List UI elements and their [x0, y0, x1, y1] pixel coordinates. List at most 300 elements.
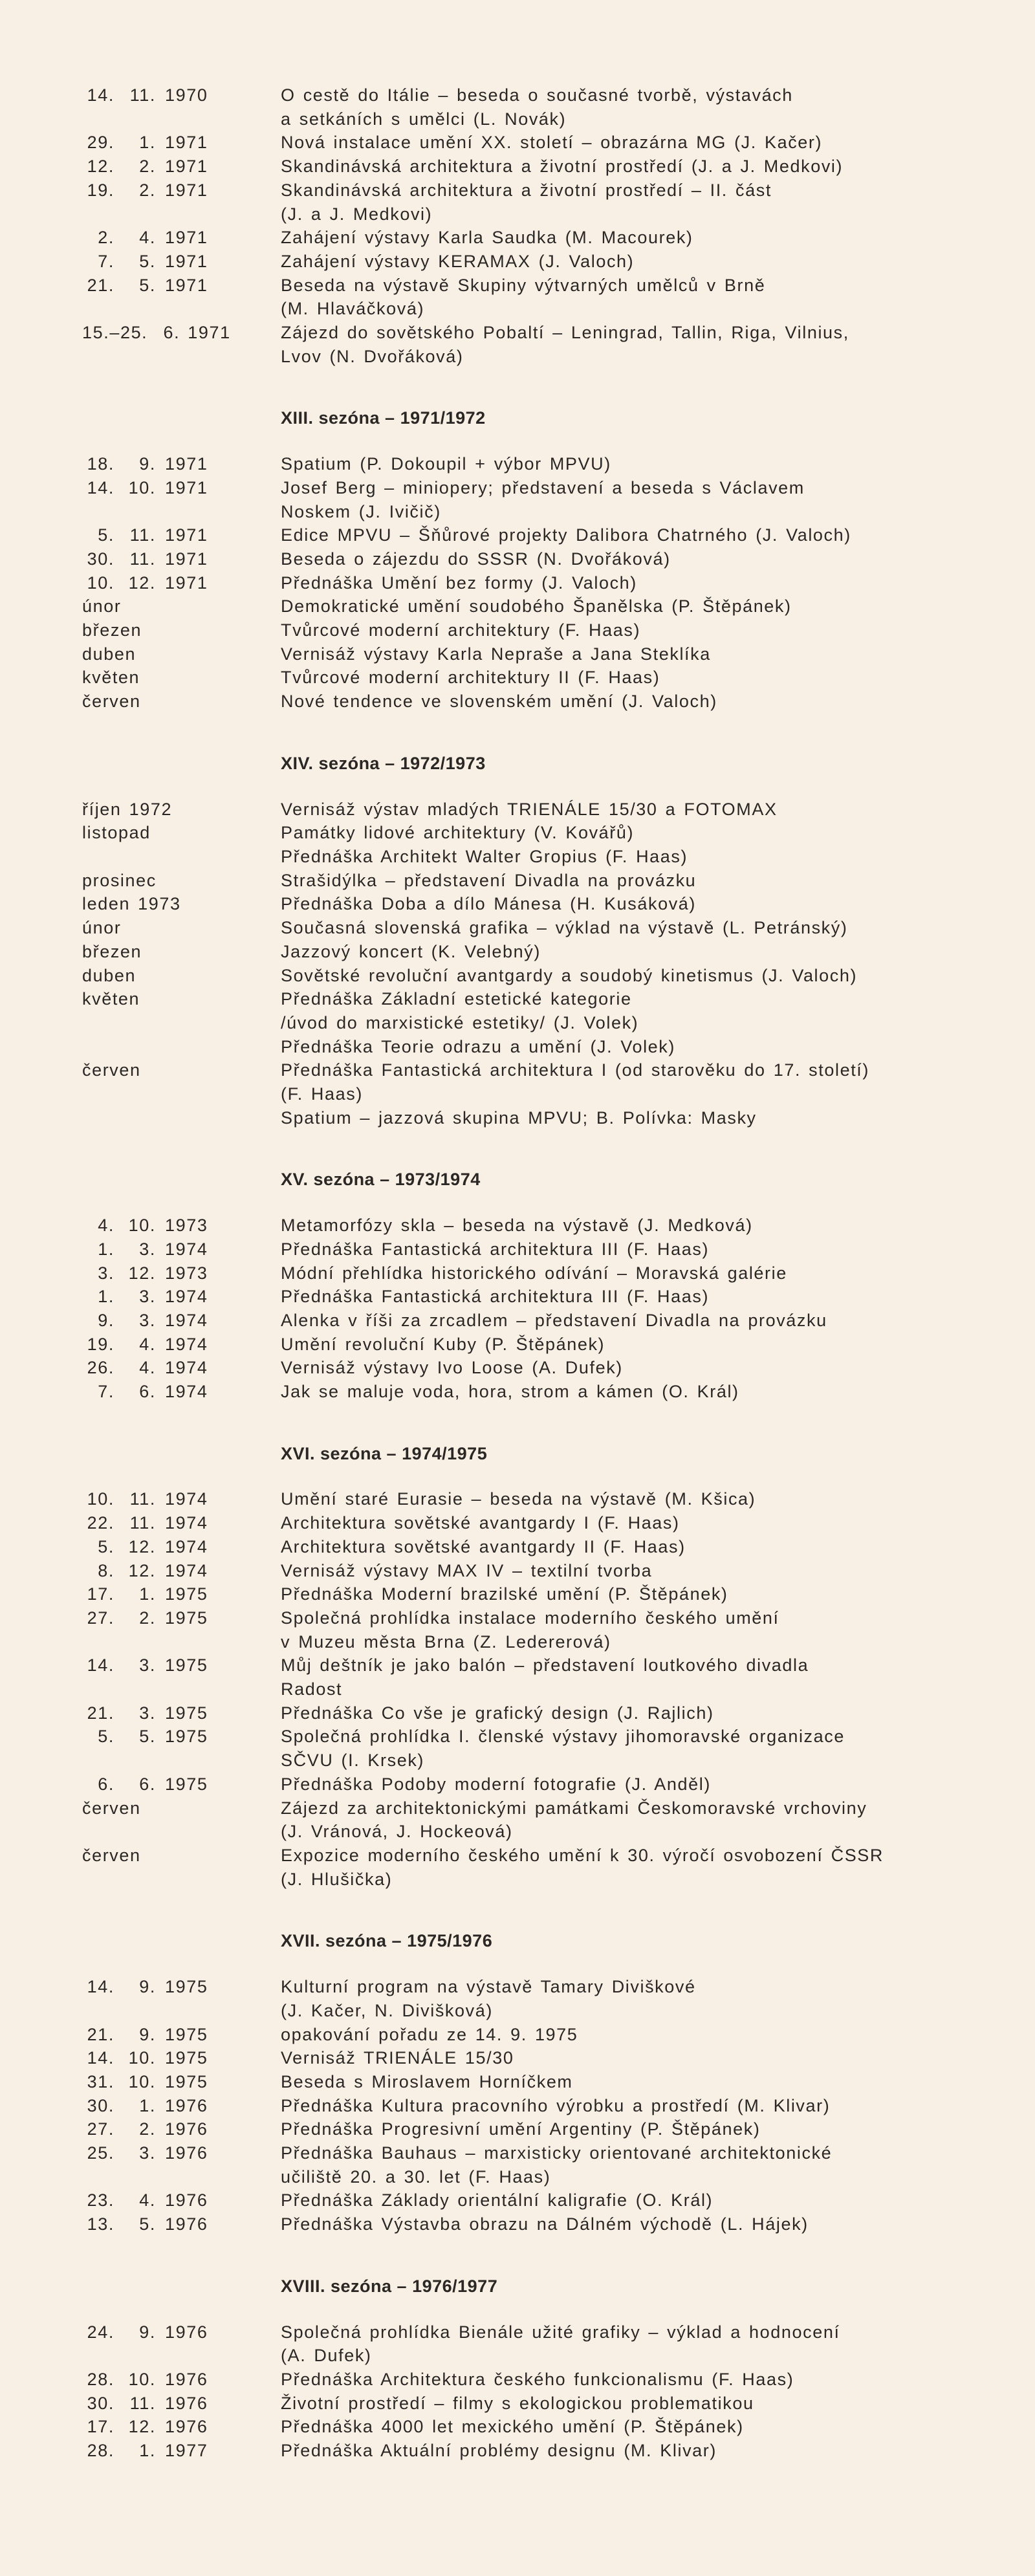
date-year: 1971	[165, 133, 208, 153]
event-entry	[0, 1844, 1035, 1891]
event-description-line: Tvůrcové moderní architektury (F. Haas)	[281, 620, 641, 640]
event-date	[82, 1975, 281, 2022]
event-description-line: Beseda s Miroslavem Horníčkem	[281, 2071, 573, 2091]
event-date	[82, 2439, 281, 2463]
date-month: 3.	[139, 1310, 156, 1330]
event-entry	[0, 618, 1035, 642]
event-description-line: Strašidýlka – představení Divadla na provázku	[281, 870, 697, 890]
date-month: 3.	[139, 2143, 156, 2163]
event-date	[82, 1606, 281, 1654]
event-entry	[0, 1035, 1035, 1059]
date-year: 1971	[165, 228, 208, 248]
event-description-line: Spatium – jazzová skupina MPVU; B. Polívka: Masky	[281, 1108, 757, 1128]
event-description	[281, 1511, 1012, 1535]
event-date	[82, 523, 281, 547]
date-year: 1974	[165, 1239, 208, 1259]
event-description	[281, 250, 1012, 274]
event-description-line: Přednáška Architektura českého funkcionalismu (F. Haas)	[281, 2369, 794, 2389]
event-description-line: Vernisáž výstavy MAX IV – textilní tvorba	[281, 1560, 653, 1580]
event-entry	[0, 321, 1035, 368]
event-entry	[0, 2070, 1035, 2094]
date-day: 21.	[87, 1703, 114, 1723]
event-description-line: (M. Hlaváčková)	[281, 299, 425, 319]
event-entry	[0, 690, 1035, 714]
date-year: 1974	[165, 1536, 208, 1556]
event-date	[82, 1380, 281, 1404]
event-description-line: SČVU (I. Krsek)	[281, 1751, 425, 1771]
event-description	[281, 940, 1012, 964]
event-entry	[0, 1380, 1035, 1404]
date-month: 1.	[139, 133, 156, 153]
event-date	[82, 1487, 281, 1511]
date-day: 7.	[98, 1382, 114, 1402]
event-description-line: Architektura sovětské avantgardy II (F. Haas)	[281, 1536, 686, 1556]
date-year: 1973	[165, 1216, 208, 1236]
event-description-line: Společná prohlídka I. členské výstavy jihomoravské organizace	[281, 1727, 845, 1747]
event-date	[82, 2415, 281, 2439]
event-description-line: Nová instalace umění XX. století – obrazárna MG (J. Kačer)	[281, 133, 823, 153]
season-heading: XV. sezóna – 1973/1974	[281, 1170, 481, 1190]
date-month: 12.	[128, 573, 156, 593]
event-description	[281, 916, 1012, 940]
date-day: 21.	[87, 2024, 114, 2044]
event-entry	[0, 1487, 1035, 1511]
event-description-line: Přednáška 4000 let mexického umění (P. Štěpánek)	[281, 2417, 744, 2437]
event-description-line: Přednáška Architekt Walter Gropius (F. Haas)	[281, 846, 688, 866]
season-heading: XIV. sezóna – 1972/1973	[281, 753, 486, 773]
date-year: 1975	[165, 2071, 208, 2091]
event-date	[82, 1773, 281, 1796]
event-description	[281, 1535, 1012, 1559]
event-date	[82, 2141, 281, 2189]
event-description-line: Současná slovenská grafika – výklad na výstavě (L. Petránský)	[281, 918, 848, 938]
event-entry	[0, 845, 1035, 869]
event-date: červen	[82, 692, 141, 712]
date-month: 3.	[139, 1655, 156, 1675]
date-month: 2.	[139, 2119, 156, 2139]
date-month: 10.	[128, 2071, 156, 2091]
event-date	[82, 2320, 281, 2368]
date-day: 9.	[98, 1310, 114, 1330]
event-entry	[0, 2141, 1035, 2189]
event-entry	[0, 523, 1035, 547]
event-description	[281, 1975, 1012, 2022]
event-entry	[0, 642, 1035, 666]
event-description	[281, 666, 1012, 690]
season-section	[0, 406, 1035, 713]
event-description	[281, 131, 1012, 155]
event-description-line: opakování pořadu ze 14. 9. 1975	[281, 2024, 578, 2044]
event-description	[281, 523, 1012, 547]
date-month: 1.	[139, 1584, 156, 1604]
date-year: 1975	[165, 1608, 208, 1628]
event-date	[82, 2117, 281, 2141]
date-month: 2.	[139, 157, 156, 177]
event-description-line: (J. Vránová, J. Hockeová)	[281, 1822, 513, 1842]
event-description	[281, 547, 1012, 571]
date-year: 1971	[165, 157, 208, 177]
event-description-line: Alenka v říši za zrcadlem – představení Divadla na provázku	[281, 1310, 827, 1330]
date-year: 1975	[165, 1977, 208, 1997]
event-date	[82, 179, 281, 226]
date-month: 4.	[139, 2190, 156, 2210]
event-date	[82, 1106, 281, 1130]
date-day: 14.	[87, 2048, 114, 2068]
date-month: 12.	[128, 1560, 156, 1580]
event-entry	[0, 1654, 1035, 1701]
event-description	[281, 618, 1012, 642]
date-day: 14.	[87, 85, 114, 105]
event-date: červen	[82, 1846, 141, 1865]
date-month: 11.	[129, 1489, 156, 1509]
date-day: 25.	[87, 2143, 114, 2163]
event-entry	[0, 916, 1035, 940]
date-month: 9.	[139, 2322, 156, 2342]
event-description-line: Přednáška Bauhaus – marxisticky orientované architektonické	[281, 2143, 833, 2163]
event-entry	[0, 964, 1035, 988]
event-description-line: Noskem (J. Ivičič)	[281, 501, 441, 521]
event-description	[281, 1559, 1012, 1583]
event-date	[82, 1309, 281, 1333]
date-day: 30.	[87, 549, 114, 569]
date-day: 13.	[87, 2214, 114, 2234]
event-entry	[0, 2212, 1035, 2236]
date-day: 6.	[98, 1774, 114, 1794]
date-day: 12.	[87, 157, 114, 177]
event-description-line: /úvod do marxistické estetiky/ (J. Volek)	[281, 1012, 639, 1032]
event-entry	[0, 1356, 1035, 1380]
event-entry	[0, 1333, 1035, 1357]
event-entry	[0, 1285, 1035, 1309]
event-description	[281, 1725, 1012, 1772]
season-heading: XVII. sezóna – 1975/1976	[281, 1931, 493, 1951]
event-description	[281, 2141, 1012, 2189]
event-description	[281, 821, 1012, 845]
date-year: 1976	[165, 2095, 208, 2115]
date-month: 11.	[129, 549, 156, 569]
event-description-line: Tvůrcové moderní architektury II (F. Haas)	[281, 668, 660, 688]
event-description	[281, 595, 1012, 618]
season-heading: XVI. sezóna – 1974/1975	[281, 1443, 488, 1463]
event-entry	[0, 1238, 1035, 1261]
event-description	[281, 155, 1012, 179]
date-year: 1975	[165, 1655, 208, 1675]
event-description-line: Přednáška Podoby moderní fotografie (J. Anděl)	[281, 1774, 711, 1794]
event-entry	[0, 798, 1035, 822]
event-date: prosinec	[82, 870, 157, 890]
season-section	[0, 1929, 1035, 2236]
event-description	[281, 1106, 1012, 1130]
date-day: 10.	[87, 573, 114, 593]
event-description	[281, 1380, 1012, 1404]
event-description-line: Přednáška Fantastická architektura III (F. Haas)	[281, 1239, 710, 1259]
event-description	[281, 642, 1012, 666]
event-date: 15.–25. 6. 1971	[82, 323, 231, 343]
event-entry	[0, 2094, 1035, 2118]
event-description-line: Umění staré Eurasie – beseda na výstavě (M. Kšica)	[281, 1489, 756, 1509]
date-month: 2.	[139, 1608, 156, 1628]
event-entry	[0, 1106, 1035, 1130]
event-description-line: Společná prohlídka Bienále užité grafiky – výklad a hodnocení	[281, 2322, 840, 2342]
event-date	[82, 476, 281, 523]
event-description	[281, 2392, 1012, 2416]
event-description	[281, 2189, 1012, 2212]
date-month: 5.	[139, 1727, 156, 1747]
event-description	[281, 1309, 1012, 1333]
event-date	[82, 226, 281, 250]
event-entry	[0, 1511, 1035, 1535]
event-entry	[0, 452, 1035, 476]
date-year: 1977	[165, 2441, 208, 2461]
event-description-line: Beseda o zájezdu do SSSR (N. Dvořáková)	[281, 549, 671, 569]
date-day: 17.	[87, 1584, 114, 1604]
date-month: 12.	[128, 1263, 156, 1283]
event-description	[281, 452, 1012, 476]
event-entry	[0, 2368, 1035, 2392]
event-description-line: Vernisáž výstavy Karla Nepraše a Jana Steklíka	[281, 644, 711, 664]
event-description	[281, 1606, 1012, 1654]
event-description	[281, 476, 1012, 523]
event-date: únor	[82, 918, 122, 938]
event-description	[281, 2439, 1012, 2463]
event-entry	[0, 571, 1035, 595]
event-description-line: v Muzeu města Brna (Z. Ledererová)	[281, 1632, 611, 1652]
event-date	[82, 1701, 281, 1725]
event-date	[82, 155, 281, 179]
event-date	[82, 274, 281, 321]
date-day: 24.	[87, 2322, 114, 2342]
date-year: 1974	[165, 1334, 208, 1354]
event-description	[281, 798, 1012, 822]
event-description	[281, 179, 1012, 226]
event-description	[281, 1796, 1012, 1844]
season-heading: XIII. sezóna – 1971/1972	[281, 408, 486, 428]
event-description-line: (J. Hlušička)	[281, 1869, 393, 1889]
date-day: 3.	[98, 1263, 114, 1283]
date-year: 1974	[165, 1287, 208, 1307]
event-description	[281, 1773, 1012, 1796]
date-day: 22.	[87, 1513, 114, 1533]
event-entry	[0, 1582, 1035, 1606]
date-day: 19.	[87, 180, 114, 200]
event-description-line: Památky lidové architektury (V. Kovářů)	[281, 823, 635, 843]
event-description	[281, 2320, 1012, 2368]
date-year: 1976	[165, 2417, 208, 2437]
event-description-line: Přednáška Progresivní umění Argentiny (P. Štěpánek)	[281, 2119, 761, 2139]
event-entry	[0, 1214, 1035, 1238]
event-entry	[0, 547, 1035, 571]
event-description-line: Demokratické umění soudobého Španělska (P. Štěpánek)	[281, 596, 792, 617]
event-entry	[0, 1309, 1035, 1333]
date-year: 1975	[165, 1584, 208, 1604]
date-month: 5.	[139, 251, 156, 271]
event-chronology	[0, 83, 1035, 2463]
event-description	[281, 2368, 1012, 2392]
event-entry	[0, 940, 1035, 964]
date-year: 1976	[165, 2214, 208, 2234]
date-year: 1971	[165, 573, 208, 593]
event-date	[82, 2392, 281, 2416]
date-year: 1975	[165, 1727, 208, 1747]
event-description-line: Přednáška Fantastická architektura III (F. Haas)	[281, 1287, 710, 1307]
event-date: březen	[82, 941, 142, 961]
event-entry	[0, 1796, 1035, 1844]
date-year: 1976	[165, 2190, 208, 2210]
date-month: 9.	[139, 454, 156, 474]
event-date	[82, 1238, 281, 1261]
event-description	[281, 321, 1012, 368]
event-description-line: Přednáška Co vše je grafický design (J. Rajlich)	[281, 1703, 714, 1723]
event-description-line: (J. a J. Medkovi)	[281, 204, 433, 224]
date-day: 19.	[87, 1334, 114, 1354]
event-entry	[0, 2320, 1035, 2368]
event-description	[281, 1582, 1012, 1606]
date-month: 11.	[129, 525, 156, 545]
event-description	[281, 1356, 1012, 1380]
date-month: 4.	[139, 228, 156, 248]
event-entry	[0, 987, 1035, 1034]
date-year: 1974	[165, 1310, 208, 1330]
event-entry	[0, 1559, 1035, 1583]
event-date	[82, 131, 281, 155]
event-entry	[0, 1975, 1035, 2022]
season-section	[0, 2275, 1035, 2463]
event-entry	[0, 226, 1035, 250]
date-day: 21.	[87, 275, 114, 295]
event-date: leden 1973	[82, 894, 181, 914]
season-section	[0, 1442, 1035, 1892]
event-description	[281, 571, 1012, 595]
event-description-line: Přednáška Aktuální problémy designu (M. Klivar)	[281, 2441, 717, 2461]
event-description	[281, 2094, 1012, 2118]
event-description	[281, 1701, 1012, 1725]
event-description	[281, 274, 1012, 321]
event-description-line: Edice MPVU – Šňůrové projekty Dalibora Chatrného (J. Valoch)	[281, 525, 851, 545]
date-year: 1976	[165, 2119, 208, 2139]
date-month: 12.	[128, 1536, 156, 1556]
event-description	[281, 1285, 1012, 1309]
event-entry	[0, 1725, 1035, 1772]
event-description-line: Přednáška Kultura pracovního výrobku a prostředí (M. Klivar)	[281, 2095, 831, 2115]
event-description-line: Společná prohlídka instalace moderního českého umění	[281, 1608, 779, 1628]
event-date	[82, 1725, 281, 1772]
event-date	[82, 1654, 281, 1701]
date-year: 1975	[165, 1774, 208, 1794]
event-description-line: Životní prostředí – filmy s ekologickou problematikou	[281, 2393, 754, 2413]
event-description-line: Beseda na výstavě Skupiny výtvarných umělců v Brně	[281, 275, 766, 295]
season-section	[0, 1168, 1035, 1403]
event-description	[281, 845, 1012, 869]
event-entry	[0, 250, 1035, 274]
date-day: 29.	[87, 133, 114, 153]
event-date	[82, 2212, 281, 2236]
date-month: 11.	[129, 85, 156, 105]
date-day: 5.	[98, 525, 114, 545]
event-description	[281, 892, 1012, 916]
date-year: 1974	[165, 1489, 208, 1509]
event-description-line: Kulturní program na výstavě Tamary Diviškové	[281, 1977, 696, 1997]
event-entry	[0, 2117, 1035, 2141]
date-month: 1.	[139, 2095, 156, 2115]
event-description-line: (J. Kačer, N. Divišková)	[281, 2000, 493, 2020]
event-description	[281, 1487, 1012, 1511]
event-description-line: Zahájení výstavy KERAMAX (J. Valoch)	[281, 251, 635, 271]
date-month: 11.	[129, 1513, 156, 1533]
event-description-line: Skandinávská architektura a životní prostředí – II. část	[281, 180, 772, 200]
event-entry	[0, 155, 1035, 179]
date-day: 8.	[98, 1560, 114, 1580]
date-year: 1971	[165, 454, 208, 474]
event-description-line: Umění revoluční Kuby (P. Štěpánek)	[281, 1334, 605, 1354]
season-section	[0, 83, 1035, 368]
event-description-line: Přednáška Umění bez formy (J. Valoch)	[281, 573, 637, 593]
event-description-line: Lvov (N. Dvořáková)	[281, 346, 464, 366]
event-date	[82, 1261, 281, 1285]
date-day: 2.	[98, 228, 114, 248]
event-entry	[0, 2392, 1035, 2416]
date-month: 4.	[139, 1334, 156, 1354]
event-entry	[0, 179, 1035, 226]
event-description-line: Přednáška Základní estetické kategorie	[281, 989, 632, 1009]
date-day: 30.	[87, 2095, 114, 2115]
date-day: 10.	[87, 1489, 114, 1509]
event-entry	[0, 1261, 1035, 1285]
event-date	[82, 2070, 281, 2094]
date-year: 1974	[165, 1513, 208, 1533]
date-day: 4.	[98, 1216, 114, 1236]
event-date	[82, 2023, 281, 2047]
event-description-line: Zahájení výstavy Karla Saudka (M. Macourek)	[281, 228, 693, 248]
event-description-line: Spatium (P. Dokoupil + výbor MPVU)	[281, 454, 611, 474]
date-month: 6.	[139, 1774, 156, 1794]
event-description-line: (F. Haas)	[281, 1084, 363, 1104]
event-date: březen	[82, 620, 142, 640]
date-year: 1971	[165, 180, 208, 200]
event-description	[281, 1238, 1012, 1261]
date-year: 1970	[165, 85, 208, 105]
event-description	[281, 2117, 1012, 2141]
event-description	[281, 690, 1012, 714]
date-year: 1975	[165, 1703, 208, 1723]
event-description-line: (A. Dufek)	[281, 2346, 372, 2366]
event-entry	[0, 2189, 1035, 2212]
event-description	[281, 1654, 1012, 1701]
event-description-line: Vernisáž výstav mladých TRIENÁLE 15/30 a FOTOMAX	[281, 799, 778, 819]
event-date	[82, 1356, 281, 1380]
date-day: 7.	[98, 251, 114, 271]
date-year: 1973	[165, 1263, 208, 1283]
event-description-line: Přednáška Doba a dílo Mánesa (H. Kusáková)	[281, 894, 696, 914]
event-description-line: Nové tendence ve slovenském umění (J. Valoch)	[281, 692, 717, 712]
season-heading: XVIII. sezóna – 1976/1977	[281, 2276, 498, 2296]
event-date: květen	[82, 668, 140, 688]
event-description-line: Přednáška Základy orientální kaligrafie (O. Král)	[281, 2190, 714, 2210]
date-year: 1971	[165, 275, 208, 295]
event-description-line: a setkáních s umělci (L. Novák)	[281, 109, 567, 129]
event-date: únor	[82, 596, 122, 617]
event-date	[82, 2046, 281, 2070]
event-description	[281, 2415, 1012, 2439]
event-description	[281, 1035, 1012, 1059]
event-entry	[0, 274, 1035, 321]
date-month: 11.	[129, 2393, 156, 2413]
season-section	[0, 752, 1035, 1130]
event-date	[82, 1214, 281, 1238]
event-date: říjen 1972	[82, 799, 173, 819]
date-year: 1971	[165, 549, 208, 569]
event-date	[82, 83, 281, 131]
date-month: 5.	[139, 2214, 156, 2234]
